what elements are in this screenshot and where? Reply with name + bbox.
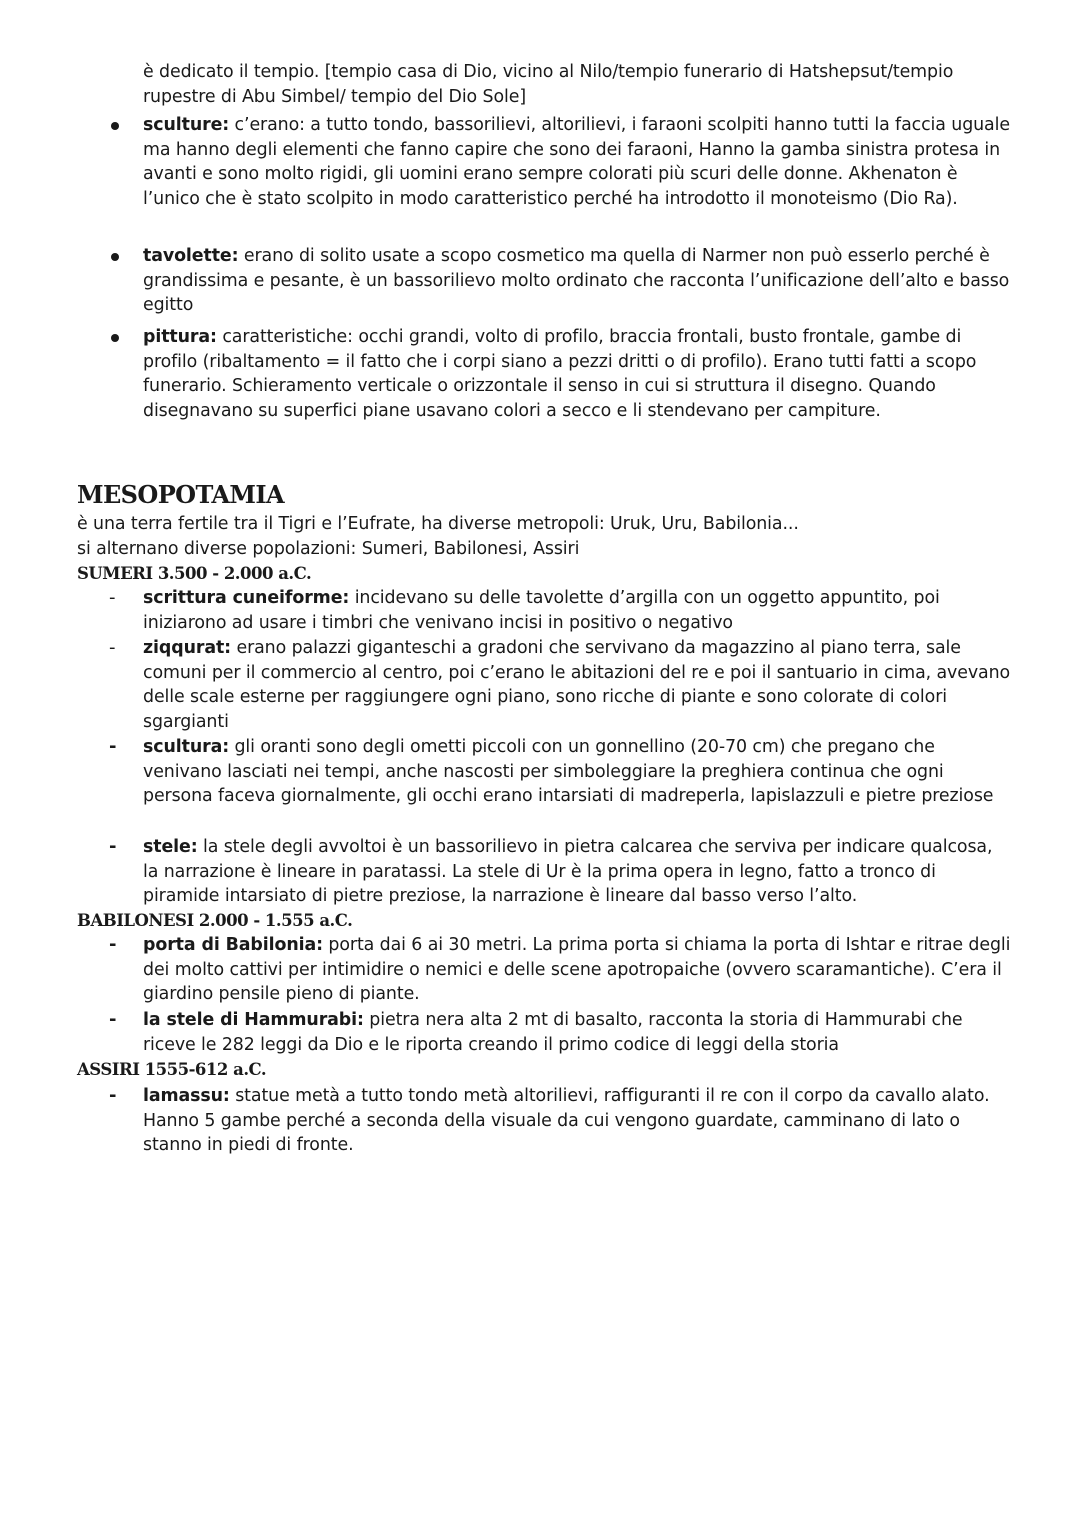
item-term: stele: [143, 837, 198, 857]
item-body: caratteristiche: occhi grandi, volto di profilo, braccia frontali, busto frontale, gambe di profilo (ribaltamento = il fatto che i corpi siano a pezzi dritti o di profilo). Erano tutti fatti a scopo funerario. Schieramento verticale o orizzontale il senso in cui si struttura il disegno. Quando disegnavano su superfici piane usavano colori a secco e li stendevano per campiture. [143, 327, 977, 421]
item-term: lamassu: [143, 1086, 230, 1106]
item-body: erano palazzi giganteschi a gradoni che servivano da magazzino al piano terra, sale comuni per il commercio al centro, poi c’erano le abitazioni del re e poi il santuario in cima, avevano delle scale esterne per raggiungere ogni piano, sono ricche di piante e sono colorate di colori sgargianti [143, 638, 1011, 732]
bullet-dash-icon: - [109, 736, 117, 757]
bullet-dash-icon: - [109, 637, 116, 658]
bullet-dash-icon: - [109, 1009, 117, 1030]
section-title-mesopotamia: MESOPOTAMIA [77, 480, 285, 509]
item-term: la stele di Hammurabi: [143, 1010, 364, 1030]
intro-continuation: è dedicato il tempio. [tempio casa di Dio, vicino al Nilo/tempio funerario di Hatshepsut/tempio rupestre di Abu Simbel/ tempio del Dio Sole] [143, 62, 954, 107]
list-item-text [143, 1084, 1013, 1158]
bullet-dot-icon [111, 334, 119, 342]
list-item-text [143, 735, 1013, 809]
subsection-title-sumeri: SUMERI 3.500 - 2.000 a.C. [77, 564, 312, 583]
list-item-text [143, 636, 1013, 734]
list-item-text [143, 244, 1013, 318]
item-term: porta di Babilonia: [143, 935, 323, 955]
item-body: pietra nera alta 2 mt di basalto, racconta la storia di Hammurabi che riceve le 282 leggi da Dio e le riporta creando il primo codice di leggi della storia [143, 1010, 963, 1055]
item-body: incidevano su delle tavolette d’argilla con un oggetto appuntito, poi iniziarono ad usare i timbri che venivano incisi in positivo o negativo [143, 588, 940, 633]
item-body: porta dai 6 ai 30 metri. La prima porta si chiama la porta di Ishtar e ritrae degli dei molto cattivi per intimidire o nemici e delle scene apotropaiche (ovvero scaramantiche). C’era il giardino pensile pieno di piante. [143, 935, 1011, 1005]
list-item-text [143, 113, 1013, 211]
list-item-text [143, 933, 1013, 1007]
bullet-dash-icon: - [109, 1085, 117, 1106]
item-term: scrittura cuneiforme: [143, 588, 350, 608]
item-term: tavolette: [143, 246, 239, 266]
item-body: gli oranti sono degli ometti piccoli con un gonnellino (20-70 cm) che pregano che venivano lasciati nei tempi, anche nascosti per simboleggiare la preghiera continua che ogni persona faceva giornalmente, gli occhi erano intarsiati di madreperla, lapislazzuli e pietre preziose [143, 737, 994, 807]
list-item-text [143, 835, 1013, 909]
list-item-text [143, 586, 1013, 635]
item-term: sculture: [143, 115, 230, 135]
list-item-text [143, 1008, 1013, 1057]
item-term: scultura: [143, 737, 230, 757]
bullet-dash-icon: - [109, 934, 117, 955]
item-term: ziqqurat: [143, 638, 232, 658]
item-body: la stele degli avvoltoi è un bassorilievo in pietra calcarea che serviva per indicare qualcosa, la narrazione è lineare in paratassi. La stele di Ur è la prima opera in legno, fatto a tronco di piramide intarsiato di pietre preziose, la narrazione è lineare dal basso verso l’alto. [143, 837, 993, 907]
mesopotamia-intro-1: è una terra fertile tra il Tigri e l’Eufrate, ha diverse metropoli: Uruk, Uru, Babilonia... [77, 514, 799, 534]
item-term: pittura: [143, 327, 217, 347]
bullet-dash-icon: - [109, 836, 117, 857]
item-body: c’erano: a tutto tondo, bassorilievi, altorilievi, i faraoni scolpiti hanno tutti la faccia uguale ma hanno degli elementi che fanno capire che sono dei faraoni, Hanno la gamba sinistra protesa in avanti e sono molto rigidi, gli uomini erano sempre colorati più scuri delle donne. Akhenaton è l’unico che è stato scolpito in modo caratteristico perché ha introdotto il monoteismo (Dio Ra). [143, 115, 1010, 209]
item-body: erano di solito usate a scopo cosmetico ma quella di Narmer non può esserlo perché è grandissima e pesante, è un bassorilievo molto ordinato che racconta l’unificazione dell’alto e basso egitto [143, 246, 1010, 316]
item-body: statue metà a tutto tondo metà altorilievi, raffiguranti il re con il corpo da cavallo alato. Hanno 5 gambe perché a seconda della visuale da cui vengono guardate, camminano di lato o stanno in piedi di fronte. [143, 1086, 990, 1156]
subsection-title-babilonesi: BABILONESI 2.000 - 1.555 a.C. [77, 911, 353, 930]
list-item-text [143, 325, 1013, 423]
mesopotamia-intro-2: si alternano diverse popolazioni: Sumeri, Babilonesi, Assiri [77, 539, 580, 559]
subsection-title-assiri: ASSIRI 1555-612 a.C. [77, 1060, 267, 1079]
bullet-dot-icon [111, 122, 119, 130]
bullet-dot-icon [111, 253, 119, 261]
bullet-dash-icon: - [109, 587, 116, 608]
